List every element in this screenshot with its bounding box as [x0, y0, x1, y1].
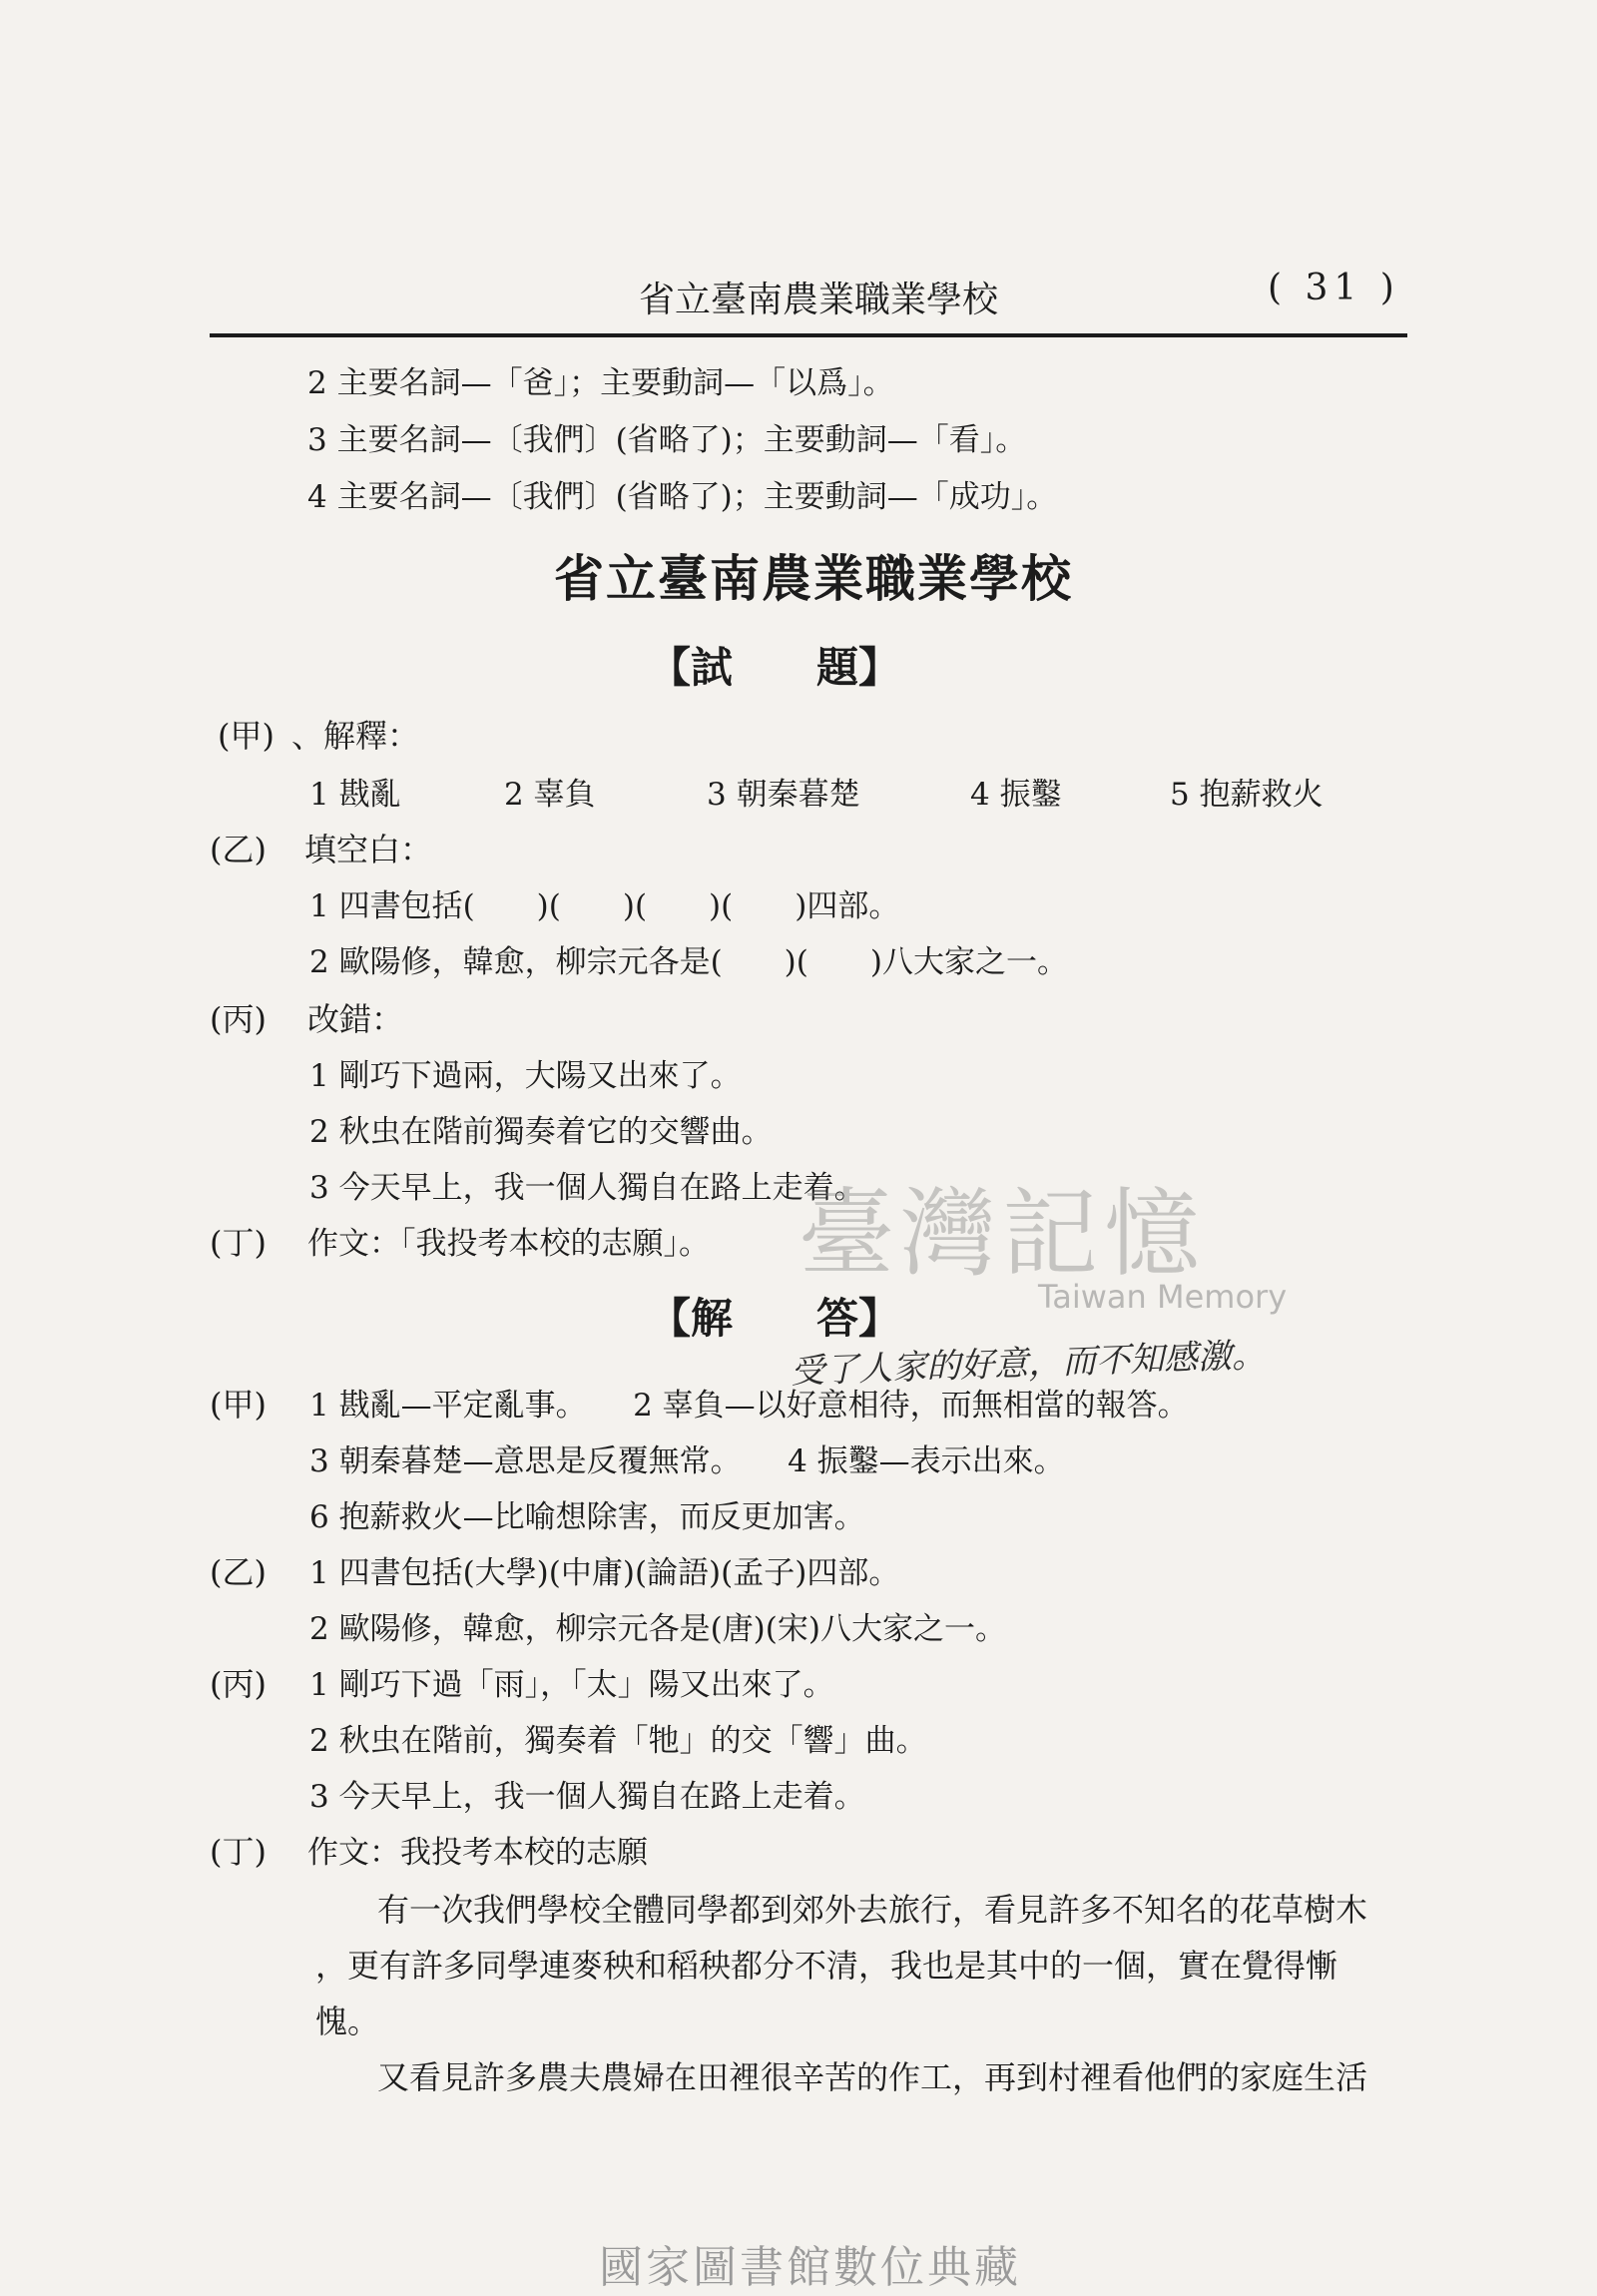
exam-item: 2 秋虫在階前獨奏着它的交響曲。 [309, 1114, 773, 1150]
section-title-bing: 改錯： [307, 1000, 404, 1038]
exam-item: 1 四書包括( )( )( )( )四部。 [309, 888, 900, 924]
prev-answer-line: 3 主要名詞—〔我們〕(省略了)；主要動詞—「看」。 [307, 422, 1027, 458]
section-title-yi: 填空白： [304, 831, 433, 868]
exam-item: 3 朝秦暮楚 [707, 777, 860, 813]
answer-line: 3 朝秦暮楚—意思是反覆無常。 4 振鑿—表示出來。 [309, 1443, 1065, 1479]
prev-answer-line: 2 主要名詞—「爸」；主要動詞—「以爲」。 [307, 365, 894, 401]
page-number: ( 31 ) [1268, 268, 1400, 308]
exam-item: 1 戡亂 [309, 777, 401, 813]
answer-line: 3 今天早上，我一個人獨自在路上走着。 [309, 1779, 865, 1815]
answer-label-bing: (丙) [210, 1665, 266, 1703]
section-label-yi: (乙) [210, 831, 266, 868]
prev-answer-line: 4 主要名詞—〔我們〕(省略了)；主要動詞—「成功」。 [307, 479, 1058, 515]
answer-title-ding: 作文：我投考本校的志願 [307, 1835, 648, 1871]
header-title: 省立臺南農業職業學校 [639, 280, 999, 320]
essay-line: 有一次我們學校全體同學都到郊外去旅行，看見許多不知名的花草樹木 [377, 1891, 1368, 1929]
answer-line: 1 剛巧下過「雨」，「太」陽又出來了。 [309, 1667, 834, 1703]
section-label-ding: (丁) [210, 1224, 266, 1262]
watermark-english: Taiwan Memory [1038, 1278, 1288, 1316]
watermark-chinese: 臺灣記憶 [798, 1178, 1206, 1290]
answer-line: 1 四書包括(大學)(中庸)(論語)(孟子)四部。 [309, 1555, 900, 1591]
answer-label-ding: (丁) [210, 1833, 266, 1871]
answer-line: 1 戡亂—平定亂事。 2 辜負—以好意相待，而無相當的報答。 [309, 1388, 1189, 1424]
answer-label-yi: (乙) [210, 1553, 266, 1591]
exam-item: 3 今天早上，我一個人獨自在路上走着。 [309, 1170, 865, 1206]
exam-item: 2 辜負 [504, 777, 596, 813]
essay-line: 愧。 [315, 2003, 380, 2040]
answers-heading: 【解 答】 [649, 1294, 901, 1343]
essay-line: ，更有許多同學連麥秧和稻秧都分不清，我也是其中的一個，實在覺得慚 [315, 1947, 1338, 1985]
footer-library-credit: 國家圖書館數位典藏 [599, 2242, 1021, 2293]
answer-label-jia: (甲) [210, 1386, 266, 1424]
header-rule [210, 333, 1407, 337]
handwritten-note: 受了人家的好意，而不知感激。 [790, 1335, 1267, 1393]
exam-item: 2 歐陽修，韓愈，柳宗元各是( )( )八大家之一。 [309, 944, 1068, 980]
section-title-ding: 作文：「我投考本校的志願」。 [307, 1226, 710, 1262]
answer-line: 2 歐陽修，韓愈，柳宗元各是(唐)(宋)八大家之一。 [309, 1611, 1006, 1647]
school-title: 省立臺南農業職業學校 [554, 549, 1073, 608]
section-label-jia: (甲) [218, 717, 274, 755]
section-label-bing: (丙) [210, 1000, 266, 1038]
exam-item: 5 抱薪救火 [1170, 777, 1324, 813]
exam-item: 4 振鑿 [970, 777, 1062, 813]
essay-line: 又看見許多農夫農婦在田裡很辛苦的作工，再到村裡看他們的家庭生活 [377, 2058, 1368, 2096]
exam-item: 1 剛巧下過兩，大陽又出來了。 [309, 1058, 742, 1094]
section-title-jia: 、解釋： [291, 717, 420, 755]
answer-line: 6 抱薪救火—比喻想除害，而反更加害。 [309, 1499, 865, 1535]
exam-heading: 【試 題】 [649, 643, 901, 692]
answer-line: 2 秋虫在階前，獨奏着「牠」的交「響」曲。 [309, 1723, 927, 1759]
